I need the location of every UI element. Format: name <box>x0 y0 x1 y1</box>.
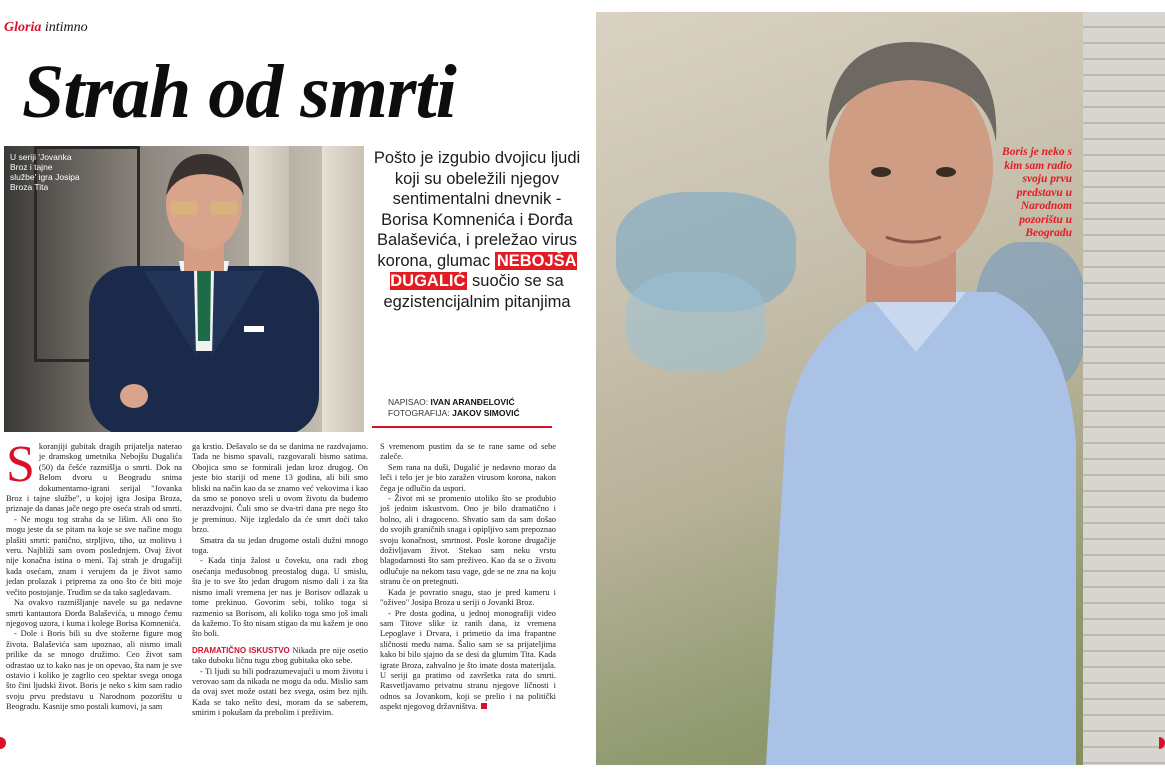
end-mark <box>481 703 487 709</box>
photo-caption-right: Boris je neko s kim sam radio svoju prvu predstavu u Narodnom pozorištu u Beogradu <box>1002 146 1072 239</box>
page-edge-mark <box>0 737 6 749</box>
graffiti-shape <box>626 272 766 372</box>
paragraph: - Dole i Boris bili su dve stožerne figure mog života. Balaševića sam upoznao, ali nismo imali prilike da se mnogo družimo. Ceo život sam odrastao uz to kako nas je on opevao, šta nam je sve ostavio i koliko je zagrlio ceo spektar svega onoga što čini ljudski život. Boris je neko s kim sam radio svoju prvu predstavu u Narodnom pozorištu u Beogradu. Kasnije smo postali kumovi, ja sam <box>6 629 182 712</box>
subhead-paragraph <box>192 646 368 667</box>
author-label: NAPISAO: <box>388 397 429 407</box>
photo-caption-left: U seriji 'Jovanka Broz i tajne službe' igra Josipa Broza Tita <box>10 152 80 192</box>
article-credits <box>388 397 588 419</box>
lede-text: Pošto je izgubio dvojicu ljudi koji su obeležili njegov sentimentalni dnevnik - Borisa Komnenića i Đorđa Balaševića, i preležao virus korona, glumac <box>373 149 581 270</box>
paragraph: Kada je povratio snagu, stao je pred kameru i "oživeo" Josipa Broza u seriji o Jovanki Broz. <box>380 587 556 608</box>
subhead-text: Nikada pre nije osetio tako duboku ličnu tugu zbog gubitaka oko sebe. <box>192 645 368 666</box>
paragraph: Smatra da su jedan drugome ostali dužni mnogo toga. <box>192 535 368 556</box>
brand-section: intimno <box>44 20 88 35</box>
divider <box>372 426 552 428</box>
paragraph: koranjiji gubitak dragih prijatelja naterao je dramskog umetnika Nebojšu Dugalića (50) da češće razmišlja o smrti. Dok na Belom dvoru u Beogradu snima dokumentarno-igrani serijal "Jovanka Broz i tajne službe", u kojoj igra Josipa Broza, priznaje da danas jače nego pre oseća strah od smrti. <box>6 442 182 514</box>
magazine-brand <box>4 20 88 36</box>
author-credit <box>388 397 588 408</box>
man-in-suit-figure <box>84 146 324 432</box>
paragraph: ga krstio. Dešavalo se da se danima ne razdvajamo. Tada ne bismo spavali, razgovarali bismo satima. Obojica smo se formirali jedan kroz drugog. On jeste bio stariji od mene 13 godina, ali bili smo bliski na način kao da se znamo već vekovima i kao da smo se ponovo sreli u ovom životu da budemo nerazdvojni. Čuli smo se dva-tri dana pre nego što je preminuo. Nije izgledalo da će smrt doći tako brzo. <box>192 442 368 535</box>
paragraph: Na ovakvo razmišljanje navele su ga nedavne smrti kantautora Đorđa Balaševića, u mnogo čemu njegovog uzora, i kuma i kolege Borisa Komnenića. <box>6 598 182 628</box>
lede-text-end: suočio se sa egzistencijalnim pitanjima <box>383 272 571 311</box>
article-column-2 <box>192 442 368 719</box>
page-title: Strah od smrti <box>22 50 456 134</box>
dropcap: S <box>6 436 35 493</box>
metal-shutter <box>1083 12 1165 765</box>
man-in-blue-shirt-figure <box>746 22 1086 765</box>
paragraph: - Ne mogu tog straha da se lišim. Ali ono što mogu jeste da se pitam na koje se sve načine mogu plašiti smrti: panično, strpljivo, tiho, uz molitvu i veru. Najbliži sam ovom poslednjem. Ovaj život nije konačna istina o meni. Taj strah je drugačiji kada osećam, znam i verujem da je život samo jedan prolazak i priprema za ono što će biti moje večito postojanje. Trudim se da tako sagledavam. <box>6 514 182 597</box>
paragraph: - Život mi se promenio utoliko što se produbio još jednim iskustvom. Ono je bilo dramatično i bolno, ali i dragoceno. Shvatio sam da sam došao do svojih graničnih snaga i opipljivo sam prepoznao svoju konačnost, smrtnost. Posle korone drugačije doživljavam život. Stekao sam neku vrstu blagodarnosti što sam preživeo. Kao da se o životu odlučuje na nekom tasu vage, gde se ne zna na koju stranu će on pretegnuti. <box>380 494 556 587</box>
portrait-photo-right <box>596 12 1165 765</box>
article-lede <box>368 148 586 312</box>
paragraph: - Kada tinja žalost u čoveku, ona radi zbog osećanja međusobnog preostalog duga. U smislu, šta je to sve što jedan drugom nismo dali i za šta nismo imali vremena jer nas je Borisov odlazak u tome prekinuo. Govorim sebi, toliko toga si razmenio sa Borisom, ali koliko toga smo još imali da kažemo. To što nisam stigao da mu kažem je ono što boli. <box>192 556 368 639</box>
paragraph: Sem rana na duši, Dugalić je nedavno morao da leči i telo jer je bio zaražen virusom korona, nakon čega je odlučio da uspori. <box>380 462 556 493</box>
photographer-name: JAKOV SIMOVIĆ <box>452 408 520 418</box>
paragraph-text: - Pre dosta godina, u jednoj monografiji video sam Titove slike iz ranih dana, iz vremena Lepoglave i Drvara, i primetio da ima frapantne sličnosti među nama. Šalio sam se sa prijateljima kako bi bilo sjajno da se desi da glumim Tita. Kada igrate Broza, zahvalno je što imate dosta materijala. U seriji ga pratimo od završetka rata do smrti. Rasvetljavamo privatnu stranu njegove ličnosti i odnos sa Jovankom, koji se prelio i na politički aspekt njegovog državništva. <box>380 608 556 712</box>
article-column-3 <box>380 442 556 713</box>
lede-highlight-name: NEBOJŠA DUGALIĆ <box>390 251 577 290</box>
paragraph: S vremenom pustim da se te rane same od sebe zaleče. <box>380 442 556 462</box>
paragraph: - Ti ljudi su bili podrazumevajući u mom životu i verovao sam da nikada ne mogu da odu. Mislio sam da ovaj svet može ostati bez svega, osim bez njih. Kada se tako nešto desi, moram da se saberem, smirim i pokušam da prebolim i preživim. <box>192 666 368 718</box>
brand-gloria: Gloria <box>4 20 42 35</box>
photo-pillar <box>322 146 364 432</box>
article-column-1 <box>6 436 182 713</box>
subhead: DRAMATIČNO ISKUSTVO <box>192 645 290 655</box>
author-name: IVAN ARANĐELOVIĆ <box>430 397 515 407</box>
photographer-label: FOTOGRAFIJA: <box>388 408 450 418</box>
paragraph <box>380 609 556 713</box>
photographer-credit <box>388 408 588 419</box>
